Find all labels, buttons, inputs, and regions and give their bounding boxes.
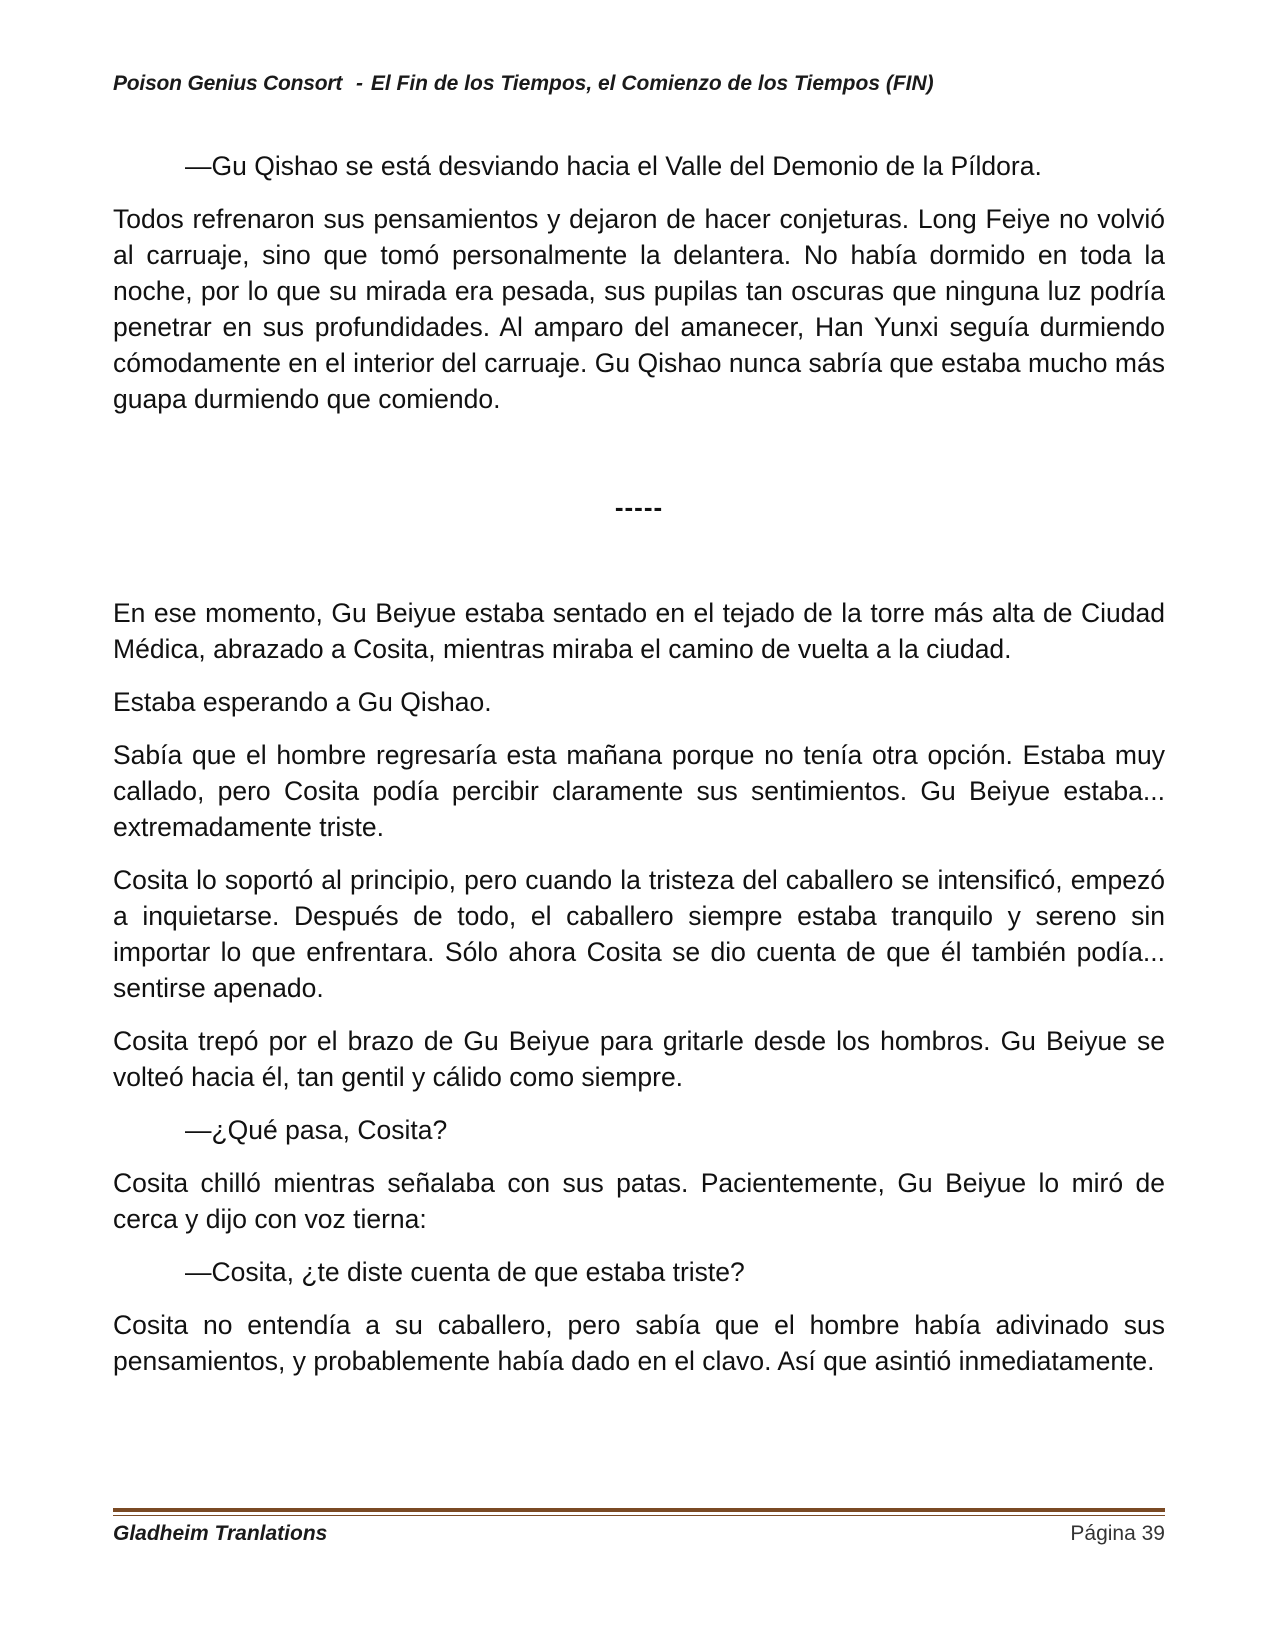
paragraph: Cosita trepó por el brazo de Gu Beiyue para gritarle desde los hombros. Gu Beiyue se volteó hacia él, tan gentil y cálido como siempre.: [113, 1026, 1165, 1092]
paragraph: Cosita no entendía a su caballero, pero sabía que el hombre había adivinado sus pensamientos, y probablemente había dado en el clavo. Así que asintió inmediatamente.: [113, 1310, 1165, 1376]
paragraph: Estaba esperando a Gu Qishao.: [113, 687, 492, 717]
page-number: Página 39: [1070, 1522, 1165, 1545]
footer-rule-thin: [113, 1515, 1165, 1516]
page-body: [113, 148, 1165, 1396]
paragraph: —Cosita, ¿te diste cuenta de que estaba triste?: [185, 1257, 745, 1287]
publisher-name: Gladheim Tranlations: [113, 1522, 328, 1545]
paragraph: Cosita chilló mientras señalaba con sus patas. Pacientemente, Gu Beiyue lo miró de cerca y dijo con voz tierna:: [113, 1168, 1165, 1234]
page-header: [113, 72, 1163, 96]
paragraph: Sabía que el hombre regresaría esta mañana porque no tenía otra opción. Estaba muy callado, pero Cosita podía percibir claramente sus sentimientos. Gu Beiyue estaba... extremadamente triste.: [113, 740, 1165, 842]
chapter-title: El Fin de los Tiempos, el Comienzo de los Tiempos (FIN): [370, 72, 934, 95]
paragraph: Todos refrenaron sus pensamientos y dejaron de hacer conjeturas. Long Feiye no volvió al carruaje, sino que tomó personalmente la delantera. No había dormido en toda la noche, por lo que su mirada era pesada, sus pupilas tan oscuras que ninguna luz podría penetrar en sus profundidades. Al amparo del amanecer, Han Yunxi seguía durmiendo cómodamente en el interior del carruaje. Gu Qishao nunca sabría que estaba mucho más guapa durmiendo que comiendo.: [113, 204, 1165, 414]
series-title: Poison Genius Consort: [113, 72, 343, 95]
scene-separator: -----: [614, 492, 664, 522]
paragraph: —¿Qué pasa, Cosita?: [185, 1115, 448, 1145]
paragraph: En ese momento, Gu Beiyue estaba sentado en el tejado de la torre más alta de Ciudad Médica, abrazado a Cosita, mientras miraba el camino de vuelta a la ciudad.: [113, 598, 1165, 664]
footer-rule-thick: [113, 1508, 1165, 1512]
paragraph: —Gu Qishao se está desviando hacia el Valle del Demonio de la Píldora.: [185, 151, 1042, 181]
header-separator: -: [356, 72, 363, 95]
paragraph: Cosita lo soportó al principio, pero cuando la tristeza del caballero se intensificó, empezó a inquietarse. Después de todo, el caballero siempre estaba tranquilo y sereno sin importar lo que enfrentara. Sólo ahora Cosita se dio cuenta de que él también podía... sentirse apenado.: [113, 865, 1165, 1003]
